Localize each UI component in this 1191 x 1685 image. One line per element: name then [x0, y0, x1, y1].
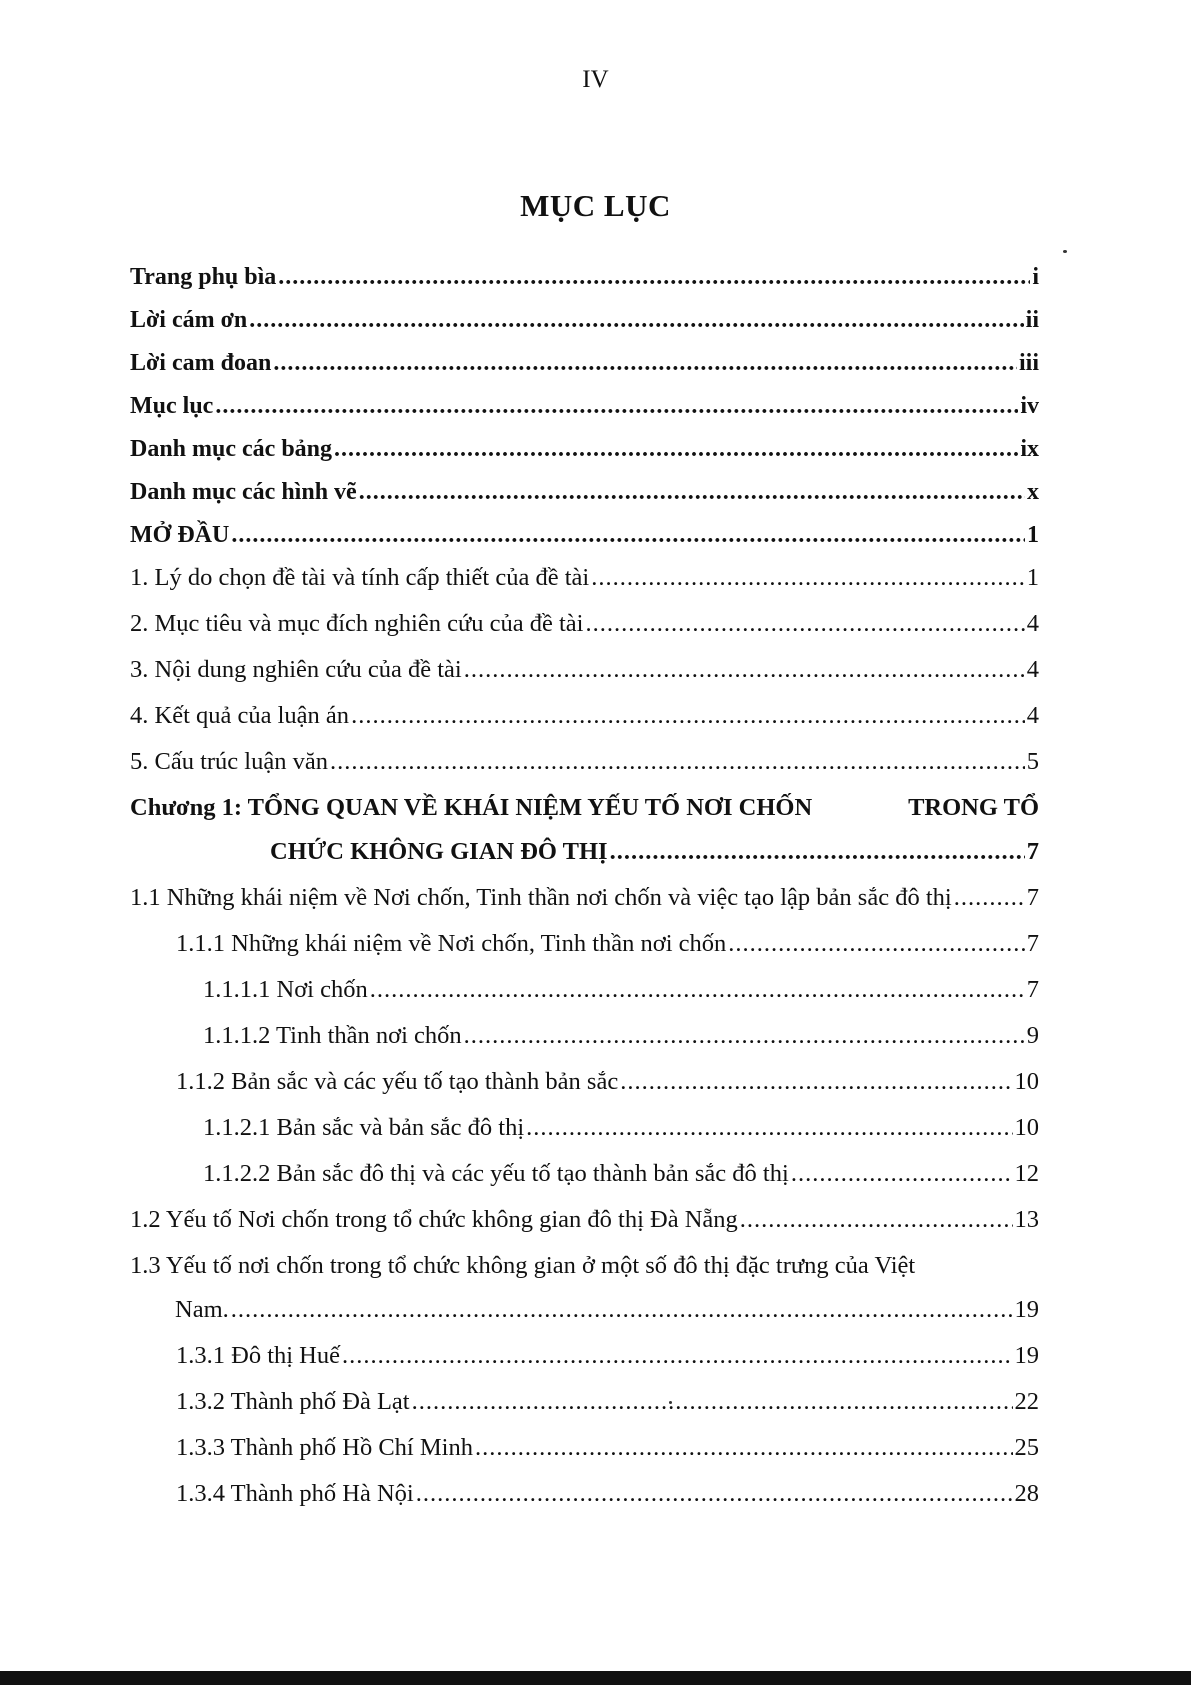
- toc-entry-label: 3. Nội dung nghiên cứu của đề tài: [130, 656, 462, 683]
- leader-dots: [351, 701, 1025, 731]
- leader-dots: [273, 348, 1017, 378]
- toc-entry-label: 4. Kết quả của luận án: [130, 702, 350, 729]
- chapter-title-part1: Chương 1: TỔNG QUAN VỀ KHÁI NIỆM YẾU TỐ NƠI CHỐN: [130, 794, 813, 821]
- toc-entry-label: 1.3.3 Thành phố Hồ Chí Minh: [176, 1434, 473, 1461]
- leader-dots: [610, 837, 1025, 867]
- toc-entry-subsection[interactable]: [130, 1433, 1039, 1479]
- toc-entry-subsubsection[interactable]: [130, 975, 1039, 1021]
- toc-entry-page: 9: [1026, 1022, 1039, 1049]
- leader-dots: [278, 262, 1030, 292]
- leader-dots: [954, 883, 1025, 913]
- toc-entry-subsection[interactable]: [130, 1341, 1039, 1387]
- toc-entry-label: 1.3.1 Đô thị Huế: [176, 1342, 340, 1369]
- toc-entry-page: 10: [1014, 1114, 1039, 1141]
- toc-entry-page: 5: [1026, 748, 1039, 775]
- toc-entry-section-wrapped-line1[interactable]: [130, 1251, 1039, 1295]
- page-title: MỤC LỤC: [520, 188, 671, 223]
- toc-entry-page: 1: [1026, 564, 1039, 591]
- toc-entry-label: Danh mục các hình vẽ: [130, 479, 357, 505]
- leader-dots: [249, 305, 1023, 335]
- toc-entry-intro-section[interactable]: [130, 563, 1039, 609]
- toc-entry-label: 1.2 Yếu tố Nơi chốn trong tổ chức không gian đô thị Đà Nẵng: [130, 1206, 738, 1233]
- toc-entry-intro-section[interactable]: [130, 655, 1039, 701]
- toc-entry-page: 10: [1014, 1068, 1039, 1095]
- toc-entry-front-matter[interactable]: [130, 348, 1039, 391]
- leader-dots: [334, 434, 1018, 464]
- chapter-title-part3: CHỨC KHÔNG GIAN ĐÔ THỊ: [270, 838, 608, 865]
- toc-entry-section-wrapped-line2[interactable]: [130, 1295, 1039, 1341]
- toc-entry-front-matter[interactable]: [130, 434, 1039, 477]
- toc-entry-label: Danh mục các bảng: [130, 436, 333, 462]
- toc-entry-label: 1.1 Những khái niệm về Nơi chốn, Tinh thần nơi chốn và việc tạo lập bản sắc đô thị: [130, 884, 952, 911]
- page-number: IV: [582, 66, 609, 93]
- toc-entry-subsection[interactable]: [130, 1067, 1039, 1113]
- toc-entry-page: iii: [1018, 350, 1039, 376]
- toc-entry-intro-section[interactable]: [130, 747, 1039, 793]
- toc-entry-page: 7: [1026, 838, 1039, 865]
- toc-entry-subsection[interactable]: [130, 1387, 1039, 1433]
- toc-entry-page: 22: [1014, 1388, 1039, 1415]
- toc-entry-page: 1: [1027, 522, 1039, 548]
- toc-entry-label: 2. Mục tiêu và mục đích nghiên cứu của đề tài: [130, 610, 584, 637]
- leader-dots: [231, 520, 1025, 550]
- toc-entry-subsubsection[interactable]: [130, 1021, 1039, 1067]
- toc-entry-front-matter[interactable]: [130, 391, 1039, 434]
- leader-dots: [416, 1479, 1013, 1509]
- leader-dots: [728, 929, 1024, 959]
- leader-dots: [526, 1113, 1012, 1143]
- toc-entry-subsubsection[interactable]: [130, 1113, 1039, 1159]
- scan-bottom-edge: [0, 1671, 1191, 1685]
- toc-entry-label: 1.1.1.1 Nơi chốn: [203, 976, 368, 1003]
- toc-entry-page: 19: [1014, 1296, 1039, 1323]
- toc-entry-label: MỞ ĐẦU: [130, 522, 230, 548]
- toc-entry-label: Nam.: [175, 1296, 229, 1323]
- toc-entry-section[interactable]: [130, 1205, 1039, 1251]
- toc-entry-page: 7: [1026, 884, 1039, 911]
- leader-dots: [791, 1159, 1013, 1189]
- toc-entry-page: 7: [1026, 976, 1039, 1003]
- toc-entry-page: i: [1032, 264, 1039, 290]
- leader-dots: [591, 563, 1025, 593]
- toc-entry-subsubsection[interactable]: [130, 1159, 1039, 1205]
- toc-entry-intro[interactable]: [130, 520, 1039, 563]
- toc-entry-page: 7: [1026, 930, 1039, 957]
- toc-entry-label: Mục lục: [130, 393, 214, 419]
- toc-entry-label: 1.1.2.2 Bản sắc đô thị và các yếu tố tạo thành bản sắc đô thị: [203, 1160, 789, 1187]
- toc-entry-subsection[interactable]: [130, 929, 1039, 975]
- toc-entry-page: 25: [1014, 1434, 1039, 1461]
- leader-dots: [342, 1341, 1013, 1371]
- toc-entry-page: iv: [1020, 393, 1039, 419]
- toc-entry-label: 1.1.1.2 Tinh thần nơi chốn: [203, 1022, 462, 1049]
- toc-entry-page: 4: [1026, 610, 1039, 637]
- toc-entry-label: 1.3.4 Thành phố Hà Nội: [176, 1480, 414, 1507]
- toc-entry-front-matter[interactable]: [130, 305, 1039, 348]
- scan-speck: [1063, 250, 1067, 253]
- toc-entry-page: 28: [1014, 1480, 1039, 1507]
- toc-entry-page: ii: [1025, 307, 1039, 333]
- toc-entry-page: 13: [1014, 1206, 1039, 1233]
- toc-entry-page: 4: [1026, 656, 1039, 683]
- leader-dots: [464, 655, 1025, 685]
- toc-chapter-heading-line2[interactable]: [130, 837, 1039, 883]
- toc-entry-page: 19: [1014, 1342, 1039, 1369]
- toc-entry-front-matter[interactable]: [130, 477, 1039, 520]
- leader-dots: [231, 1295, 1013, 1325]
- chapter-title-part2: TRONG TỔ: [908, 794, 1039, 821]
- leader-dots: [620, 1067, 1012, 1097]
- leader-dots: [370, 975, 1025, 1005]
- leader-dots: [464, 1021, 1025, 1051]
- leader-dots: [412, 1387, 1013, 1417]
- toc-entry-section[interactable]: [130, 883, 1039, 929]
- table-of-contents: [130, 262, 1039, 1525]
- toc-entry-intro-section[interactable]: [130, 609, 1039, 655]
- leader-dots: [740, 1205, 1013, 1235]
- toc-entry-label: Trang phụ bìa: [130, 264, 277, 290]
- toc-entry-label: 1.3 Yếu tố nơi chốn trong tổ chức không gian ở một số đô thị đặc trưng của Việt: [130, 1252, 916, 1279]
- leader-dots: [359, 477, 1025, 507]
- toc-entry-label: 1. Lý do chọn đề tài và tính cấp thiết của đề tài: [130, 564, 590, 591]
- toc-entry-page: 12: [1014, 1160, 1039, 1187]
- leader-dots: [475, 1433, 1013, 1463]
- toc-entry-front-matter[interactable]: [130, 262, 1039, 305]
- toc-entry-label: 1.1.1 Những khái niệm về Nơi chốn, Tinh thần nơi chốn: [176, 930, 727, 957]
- toc-entry-subsection[interactable]: [130, 1479, 1039, 1525]
- toc-entry-label: Lời cám ơn: [130, 307, 248, 333]
- toc-entry-page: ix: [1020, 436, 1039, 462]
- toc-entry-page: 4: [1026, 702, 1039, 729]
- toc-entry-page: x: [1027, 479, 1039, 505]
- toc-entry-label: 1.1.2 Bản sắc và các yếu tố tạo thành bản sắc: [176, 1068, 619, 1095]
- toc-chapter-heading-line1[interactable]: [130, 793, 1039, 837]
- leader-dots: [215, 391, 1018, 421]
- toc-entry-intro-section[interactable]: [130, 701, 1039, 747]
- toc-entry-label: 1.1.2.1 Bản sắc và bản sắc đô thị: [203, 1114, 525, 1141]
- leader-dots: [330, 747, 1025, 777]
- leader-dots: [585, 609, 1024, 639]
- toc-entry-label: 5. Cấu trúc luận văn: [130, 748, 328, 775]
- toc-entry-label: 1.3.2 Thành phố Đà Lạt: [176, 1388, 410, 1415]
- toc-entry-label: Lời cam đoan: [130, 350, 272, 376]
